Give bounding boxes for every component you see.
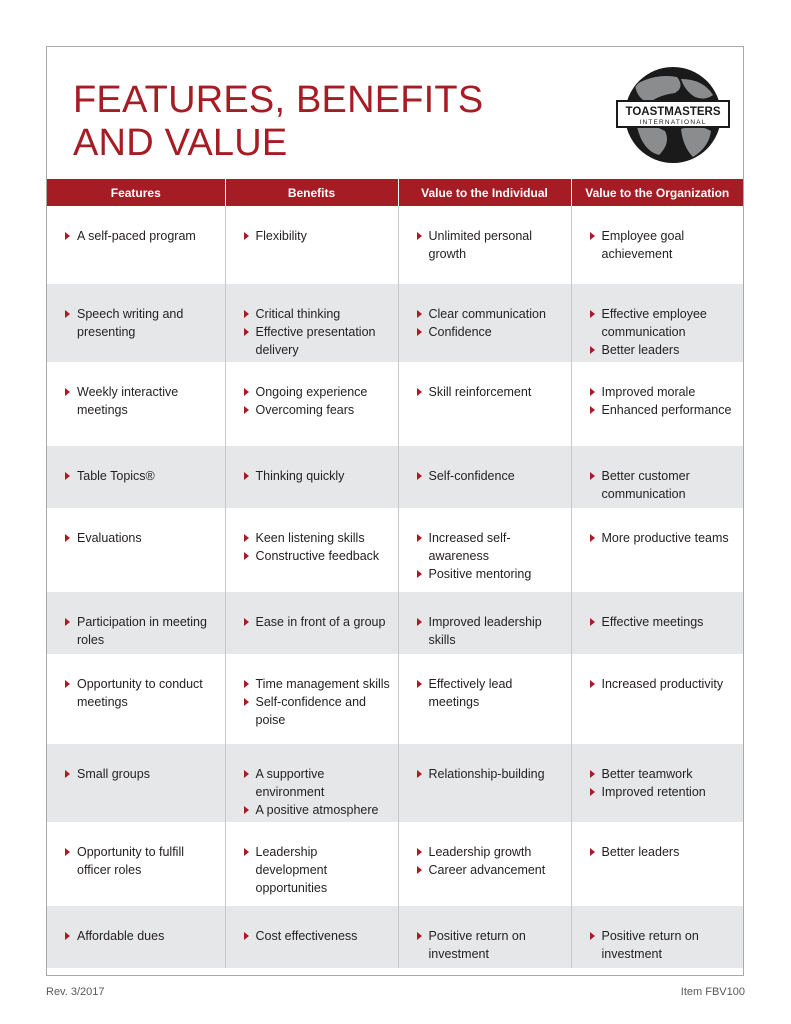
table-cell [225,592,398,654]
table-cell [47,654,225,744]
table-cell [225,284,398,362]
table-cell [225,654,398,744]
table-cell [571,654,743,744]
bullet-item: Improved retention [590,783,738,801]
table-cell [398,362,571,446]
bullet-item: Small groups [65,765,219,783]
table-header-row [47,179,743,206]
bullet-item: Better teamwork [590,765,738,783]
header-value-organization: Value to the Organization [571,179,743,206]
document-page [46,46,744,976]
table-cell [47,592,225,654]
bullet-item: Cost effectiveness [244,927,392,945]
logo-name: TOASTMASTERS [625,106,721,118]
bullet-item: Increased self-awareness [417,529,565,565]
bullet-item: Relationship-building [417,765,565,783]
bullet-item: Confidence [417,323,565,341]
bullet-item: Increased productivity [590,675,738,693]
bullet-item: A supportive environment [244,765,392,801]
table-cell [398,206,571,284]
bullet-item: Effectively lead meetings [417,675,565,711]
bullet-item: Opportunity to conduct meetings [65,675,219,711]
table-cell [571,362,743,446]
table-cell [225,508,398,592]
table-row [47,508,743,592]
table-cell [398,654,571,744]
bullet-item: Skill reinforcement [417,383,565,401]
table-cell [571,744,743,822]
table-cell [225,744,398,822]
page-title-line1: FEATURES, BENEFITS [73,79,484,121]
bullet-item: Ease in front of a group [244,613,392,631]
bullet-item: Table Topics® [65,467,219,485]
table-cell [47,744,225,822]
table-cell [47,906,225,968]
bullet-item: Effective employee communication [590,305,738,341]
bullet-item: A self-paced program [65,227,219,245]
table-cell [571,508,743,592]
bullet-item: Career advancement [417,861,565,879]
table-cell [47,822,225,906]
table-cell [398,284,571,362]
bullet-item: Improved morale [590,383,738,401]
table-cell [225,822,398,906]
table-cell [225,206,398,284]
bullet-item: Keen listening skills [244,529,392,547]
bullet-item: Constructive feedback [244,547,392,565]
table-cell [47,508,225,592]
bullet-item: Enhanced performance [590,401,738,419]
bullet-item: Leadership growth [417,843,565,861]
table-cell [571,446,743,508]
table-row [47,654,743,744]
table-cell [571,822,743,906]
bullet-item: More productive teams [590,529,738,547]
bullet-item: Overcoming fears [244,401,392,419]
bullet-item: Better leaders [590,843,738,861]
table-cell [225,446,398,508]
table-cell [398,592,571,654]
table-row [47,744,743,822]
toastmasters-logo [615,65,731,165]
bullet-item: A positive atmosphere [244,801,392,819]
bullet-item: Participation in meeting roles [65,613,219,649]
bullet-item: Leadership development opportunities [244,843,392,897]
table-cell [47,284,225,362]
bullet-item: Weekly interactive meetings [65,383,219,419]
table-cell [571,206,743,284]
table-cell [47,362,225,446]
table-row [47,906,743,968]
table-row [47,206,743,284]
table-cell [47,446,225,508]
table-row [47,592,743,654]
table-cell [47,206,225,284]
table-cell [225,906,398,968]
table-cell [571,592,743,654]
bullet-item: Self-confidence [417,467,565,485]
bullet-item: Better customer communication [590,467,738,503]
bullet-item: Positive return on investment [417,927,565,963]
table-row [47,822,743,906]
page-title [73,79,483,165]
bullet-item: Critical thinking [244,305,392,323]
table-cell [398,744,571,822]
bullet-item: Effective presentation delivery [244,323,392,359]
bullet-item: Clear communication [417,305,565,323]
bullet-item: Opportunity to fulfill officer roles [65,843,219,879]
bullet-item: Affordable dues [65,927,219,945]
bullet-item: Thinking quickly [244,467,392,485]
table-row [47,284,743,362]
item-number: Item FBV100 [680,986,745,998]
revision-note: Rev. 3/2017 [46,986,105,998]
table-cell [571,906,743,968]
bullet-item: Positive return on investment [590,927,738,963]
table-cell [571,284,743,362]
page-title-line2: AND VALUE [73,122,288,164]
table-row [47,362,743,446]
table-row [47,446,743,508]
table-cell [398,508,571,592]
bullet-item: Self-confidence and poise [244,693,392,729]
bullet-item: Improved leadership skills [417,613,565,649]
bullet-item: Positive mentoring [417,565,565,583]
bullet-item: Time management skills [244,675,392,693]
table-cell [398,446,571,508]
header-features: Features [47,179,225,206]
bullet-item: Better leaders [590,341,738,359]
logo-subtitle: INTERNATIONAL [639,119,707,126]
table-cell [398,906,571,968]
bullet-item: Employee goal achievement [590,227,738,263]
bullet-item: Ongoing experience [244,383,392,401]
header-benefits: Benefits [225,179,398,206]
header-value-individual: Value to the Individual [398,179,571,206]
bullet-item: Effective meetings [590,613,738,631]
bullet-item: Evaluations [65,529,219,547]
bullet-item: Flexibility [244,227,392,245]
table-cell [398,822,571,906]
bullet-item: Unlimited personal growth [417,227,565,263]
table-cell [225,362,398,446]
bullet-item: Speech writing and presenting [65,305,219,341]
features-table [47,179,743,968]
